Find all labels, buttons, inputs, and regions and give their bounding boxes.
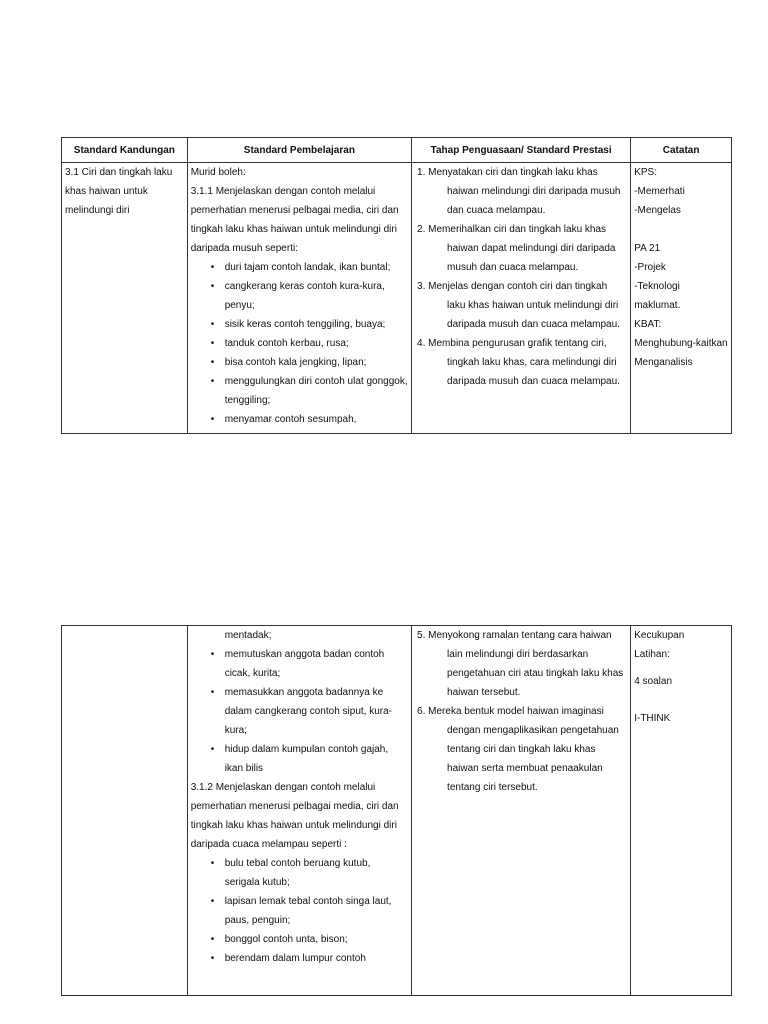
performance-level-list <box>415 163 627 391</box>
list-item: • cangkerang keras contoh kura-kura, penyu; <box>225 277 408 315</box>
header-standard-kandungan: Standard Kandungan <box>62 138 188 163</box>
intro-text: Murid boleh: <box>190 167 246 178</box>
tahap-penguasaan-cell <box>412 163 631 434</box>
list-item: • bulu tebal contoh beruang kutub, serigala kutub; <box>225 854 408 892</box>
example-list <box>191 854 408 968</box>
catatan-line: PA 21 <box>634 243 661 254</box>
standard-kandungan-cell <box>62 163 188 434</box>
list-item: 4. Membina pengurusan grafik tentang ciri, tingkah laku khas, cara melindungi diri daripada musuh dan cuaca melampau. <box>417 338 620 387</box>
catatan-line: Latihan: <box>634 649 670 660</box>
list-item: 1. Menyatakan ciri dan tingkah laku khas haiwan melindungi diri daripada musuh dan cuaca melampau. <box>417 167 621 216</box>
list-item: • bisa contoh kala jengking, lipan; <box>225 353 408 372</box>
performance-level-list <box>415 626 627 797</box>
list-item: 3. Menjelas dengan contoh ciri dan tingkah laku khas haiwan untuk melindungi diri daripada musuh dan cuaca melampau. <box>417 281 620 330</box>
standard-kandungan-cell <box>62 626 188 996</box>
list-item: • menyamar contoh sesumpah, <box>225 410 408 429</box>
catatan-line: Menganalisis <box>634 357 693 368</box>
catatan-line: -Mengelas <box>634 205 681 216</box>
list-item: • sisik keras contoh tenggiling, buaya; <box>225 315 408 334</box>
sub-standard-text: 3.1.1 Menjelaskan dengan contoh melalui pemerhatian menerusi pelbagai media, ciri dan tingkah laku khas haiwan untuk melindungi diri daripada musuh seperti: <box>190 186 399 254</box>
list-item: • berendam dalam lumpur contoh <box>225 949 408 968</box>
catatan-cell <box>631 626 732 996</box>
sub-standard-text: 3.1.2 Menjelaskan dengan contoh melalui pemerhatian menerusi pelbagai media, ciri dan tingkah laku khas haiwan untuk melindungi diri daripada cuaca melampau seperti : <box>190 782 399 850</box>
list-item: • lapisan lemak tebal contoh singa laut, paus, penguin; <box>225 892 408 930</box>
table-row <box>62 626 732 996</box>
list-item: • bonggol contoh unta, bison; <box>225 930 408 949</box>
catatan-line: 4 soalan <box>634 676 673 687</box>
table-row <box>62 163 732 434</box>
list-item: • duri tajam contoh landak, ikan buntal; <box>225 258 408 277</box>
rpt-table-part-1 <box>61 137 732 434</box>
header-row <box>62 138 732 163</box>
tahap-penguasaan-cell <box>412 626 631 996</box>
standard-kandungan-text: 3.1 Ciri dan tingkah laku khas haiwan untuk melindungi diri <box>65 167 173 216</box>
catatan-cell <box>631 163 732 434</box>
list-item: 5. Menyokong ramalan tentang cara haiwan lain melindungi diri berdasarkan pengetahuan ciri atau tingkah laku khas haiwan tersebut. <box>417 630 624 698</box>
list-item: 2. Memerihalkan ciri dan tingkah laku khas haiwan dapat melindungi diri daripada musuh dan cuaca melampau. <box>417 224 616 273</box>
catatan-line: -Projek <box>634 262 666 273</box>
list-item-continued: mentadak; <box>224 630 272 641</box>
header-catatan: Catatan <box>631 138 732 163</box>
catatan-line: I-THINK <box>634 713 671 724</box>
catatan-line: -Memerhati <box>634 186 685 197</box>
header-standard-pembelajaran: Standard Pembelajaran <box>187 138 411 163</box>
example-list <box>191 626 408 778</box>
list-item: 6. Mereka bentuk model haiwan imaginasi dengan mengaplikasikan pengetahuan tentang ciri dan tingkah laku khas haiwan serta membuat penaakulan tentang ciri tersebut. <box>417 706 619 793</box>
list-item: • hidup dalam kumpulan contoh gajah, ikan bilis <box>225 740 408 778</box>
list-item: • menggulungkan diri contoh ulat gonggok, tenggiling; <box>225 372 408 410</box>
rpt-table-part-2 <box>61 625 732 996</box>
list-item: • tanduk contoh kerbau, rusa; <box>225 334 408 353</box>
example-list <box>191 258 408 429</box>
list-item: • memutuskan anggota badan contoh cicak, kurita; <box>225 645 408 683</box>
catatan-line: Menghubung-kaitkan <box>634 338 728 349</box>
list-item: • memasukkan anggota badannya ke dalam cangkerang contoh siput, kura-kura; <box>225 683 408 740</box>
catatan-line: Kecukupan <box>634 630 685 641</box>
catatan-line: -Teknologi maklumat. <box>634 281 681 311</box>
catatan-line: KBAT: <box>634 319 662 330</box>
header-tahap-penguasaan: Tahap Penguasaan/ Standard Prestasi <box>412 138 631 163</box>
standard-pembelajaran-cell <box>187 626 411 996</box>
catatan-line: KPS: <box>634 167 658 178</box>
standard-pembelajaran-cell <box>187 163 411 434</box>
